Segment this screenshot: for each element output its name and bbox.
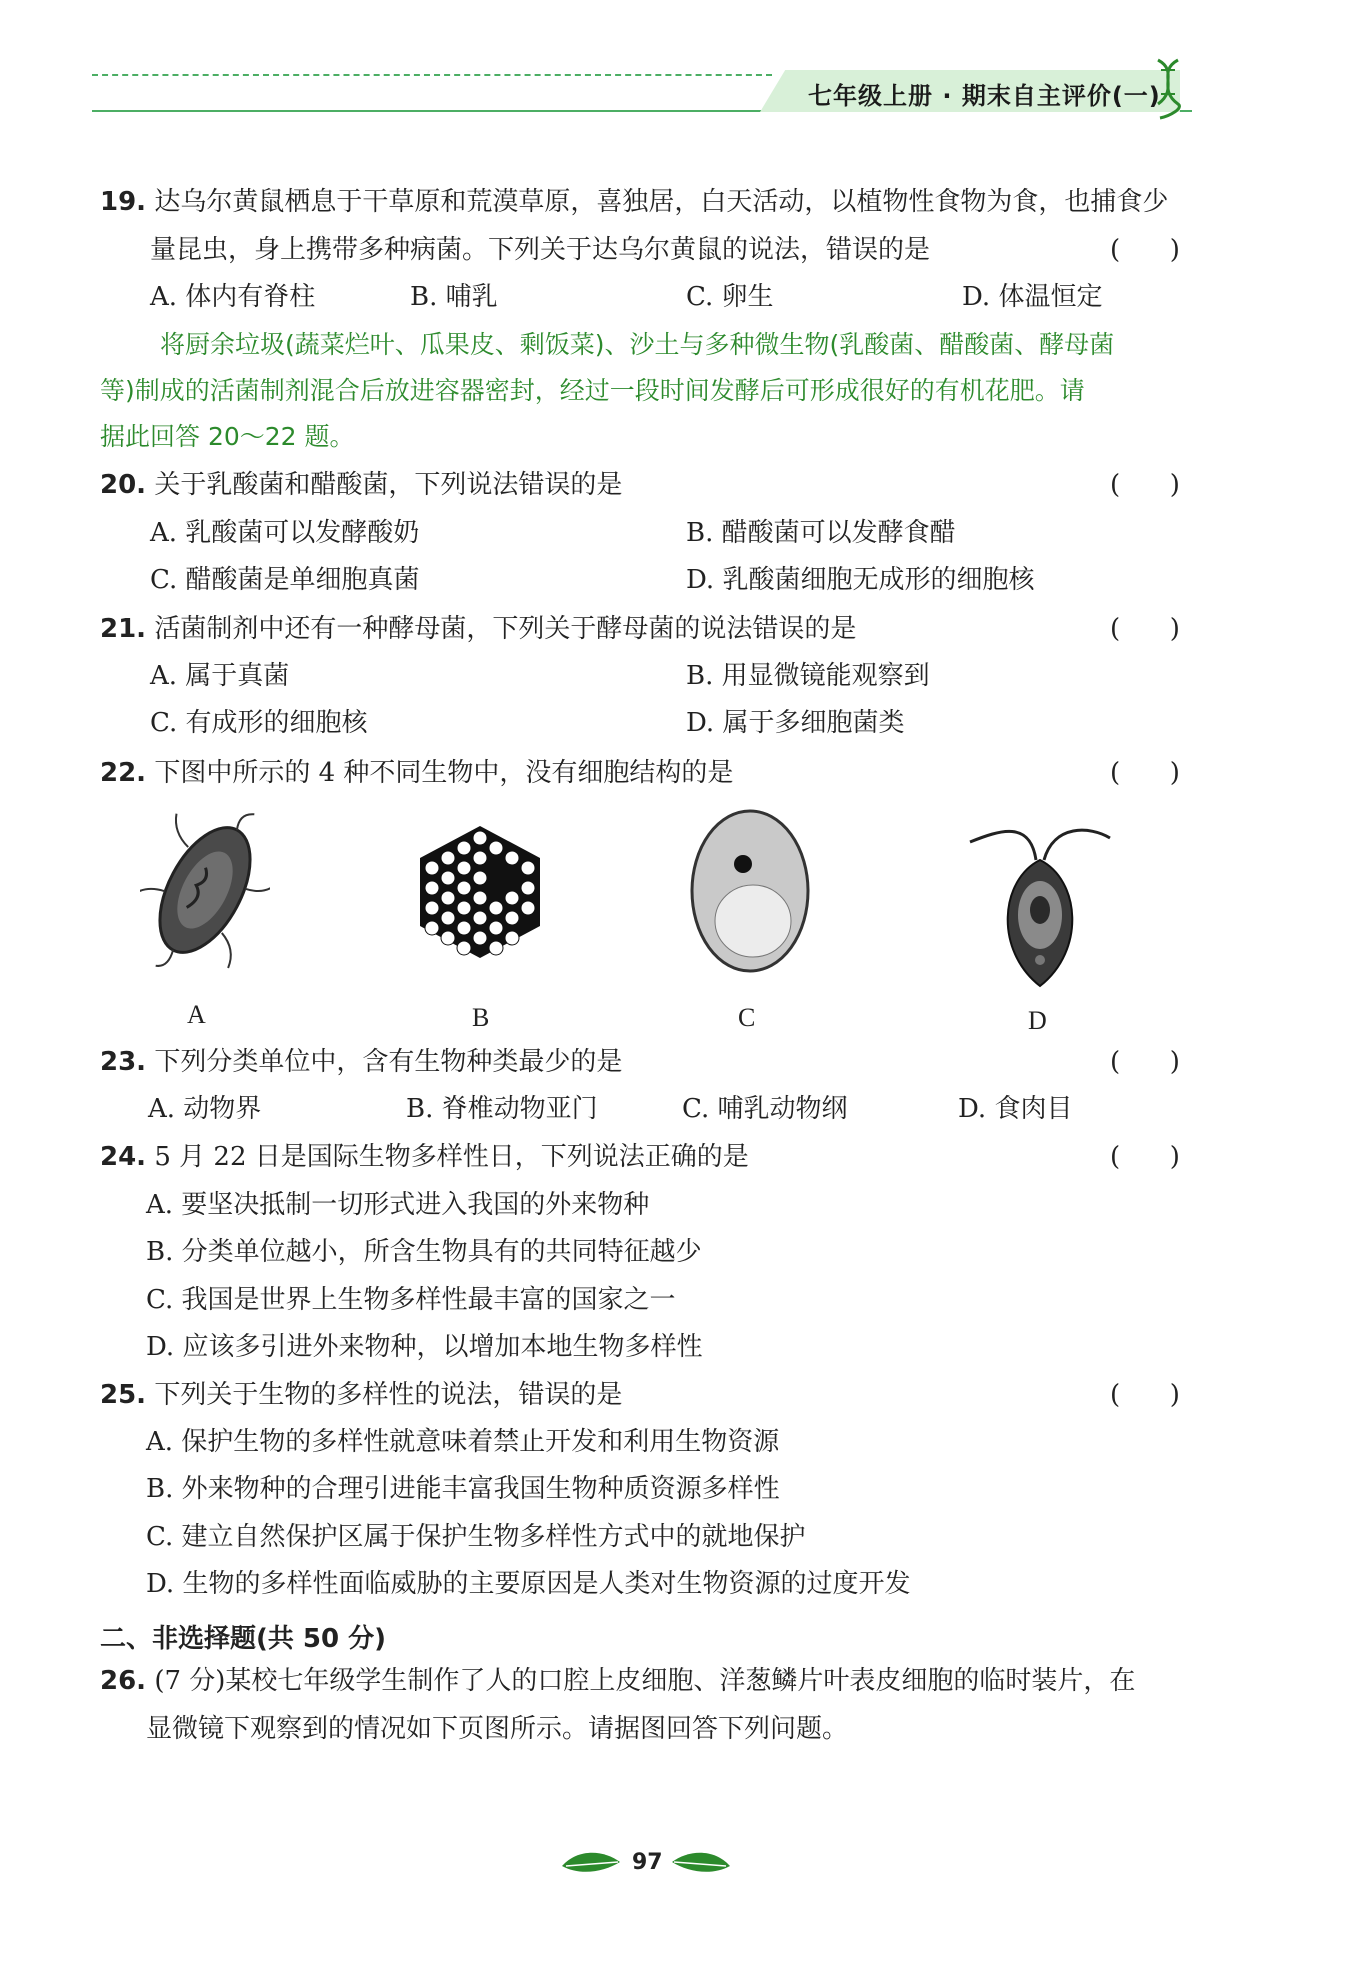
question-text: 关于乳酸菌和醋酸菌，下列说法错误的是 <box>154 470 623 500</box>
question-text: 5 月 22 日是国际生物多样性日，下列说法正确的是 <box>154 1142 749 1172</box>
figure-label-d: D <box>1028 1006 1047 1035</box>
option-d[interactable]: D. 乳酸菌细胞无成形的细胞核 <box>686 565 1035 595</box>
leaf-left-icon <box>560 1846 622 1878</box>
question-text: 下图中所示的 4 种不同生物中，没有细胞结构的是 <box>154 758 734 788</box>
answer-blank[interactable]: ( ) <box>1110 235 1180 265</box>
option-b[interactable]: B. 哺乳 <box>410 282 498 312</box>
figure-label-b: B <box>472 1003 490 1032</box>
euglena-image <box>960 810 1120 990</box>
figure-label-a: A <box>187 1000 206 1029</box>
question-number: 20. <box>100 470 147 500</box>
question-number: 25. <box>100 1380 147 1410</box>
question-number: 19. <box>100 187 147 217</box>
question-26 <box>100 1662 1135 1700</box>
answer-blank[interactable]: ( ) <box>1110 1047 1180 1077</box>
question-text-cont: 量昆虫，身上携带多种病菌。下列关于达乌尔黄鼠的说法，错误的是 <box>150 235 931 265</box>
option-c[interactable]: C. 有成形的细胞核 <box>150 708 368 738</box>
option-a[interactable]: A. 保护生物的多样性就意味着禁止开发和利用生物资源 <box>146 1427 780 1457</box>
section-title: 二、非选择题(共 50 分) <box>100 1624 387 1654</box>
option-c[interactable]: C. 建立自然保护区属于保护生物多样性方式中的就地保护 <box>146 1522 806 1552</box>
header-title: 七年级上册 · 期末自主评价(一) <box>808 82 1161 110</box>
option-c[interactable]: C. 醋酸菌是单细胞真菌 <box>150 565 420 595</box>
answer-blank[interactable]: ( ) <box>1110 470 1180 500</box>
question-text: 下列分类单位中，含有生物种类最少的是 <box>154 1047 623 1077</box>
answer-blank[interactable]: ( ) <box>1110 1380 1180 1410</box>
option-b[interactable]: B. 用显微镜能观察到 <box>686 661 930 691</box>
passage-line: 将厨余垃圾(蔬菜烂叶、瓜果皮、剩饭菜)、沙土与多种微生物(乳酸菌、醋酸菌、酵母菌 <box>160 330 1115 359</box>
option-d[interactable]: D. 应该多引进外来物种，以增加本地生物多样性 <box>146 1332 703 1362</box>
option-d[interactable]: D. 属于多细胞菌类 <box>686 708 905 738</box>
virus-image <box>410 822 550 962</box>
option-c[interactable]: C. 卵生 <box>686 282 774 312</box>
option-c[interactable]: C. 我国是世界上生物多样性最丰富的国家之一 <box>146 1285 676 1315</box>
question-22 <box>100 754 733 792</box>
option-a[interactable]: A. 属于真菌 <box>150 661 290 691</box>
option-a[interactable]: A. 动物界 <box>148 1094 262 1124</box>
answer-blank[interactable]: ( ) <box>1110 1142 1180 1172</box>
answer-blank[interactable]: ( ) <box>1110 614 1180 644</box>
leaf-right-icon <box>670 1846 732 1878</box>
option-a[interactable]: A. 体内有脊柱 <box>150 282 316 312</box>
page-number: 97 <box>632 1850 663 1875</box>
question-number: 24. <box>100 1142 147 1172</box>
question-19 <box>100 183 1168 221</box>
yeast-cell-image <box>685 806 815 976</box>
question-text: 达乌尔黄鼠栖息于干草原和荒漠草原，喜独居，白天活动，以植物性食物为食，也捕食少 <box>154 187 1169 217</box>
question-text-cont: 显微镜下观察到的情况如下页图所示。请据图回答下列问题。 <box>146 1714 849 1744</box>
option-a[interactable]: A. 乳酸菌可以发酵酸奶 <box>150 518 420 548</box>
option-b[interactable]: B. 分类单位越小，所含生物具有的共同特征越少 <box>146 1237 702 1267</box>
option-b[interactable]: B. 醋酸菌可以发酵食醋 <box>686 518 956 548</box>
passage-line: 据此回答 20～22 题。 <box>100 422 355 451</box>
question-20 <box>100 466 622 504</box>
question-number: 23. <box>100 1047 147 1077</box>
option-d[interactable]: D. 食肉目 <box>958 1094 1073 1124</box>
option-b[interactable]: B. 外来物种的合理引进能丰富我国生物种质资源多样性 <box>146 1474 780 1504</box>
dna-icon <box>1150 58 1186 120</box>
passage-line: 等)制成的活菌制剂混合后放进容器密封，经过一段时间发酵后可形成很好的有机花肥。请 <box>100 376 1085 405</box>
question-text: 下列关于生物的多样性的说法，错误的是 <box>154 1380 623 1410</box>
question-number: 21. <box>100 614 147 644</box>
question-25 <box>100 1376 622 1414</box>
answer-blank[interactable]: ( ) <box>1110 758 1180 788</box>
option-d[interactable]: D. 生物的多样性面临威胁的主要原因是人类对生物资源的过度开发 <box>146 1569 911 1599</box>
option-a[interactable]: A. 要坚决抵制一切形式进入我国的外来物种 <box>146 1190 650 1220</box>
question-number: 26. <box>100 1666 147 1696</box>
option-b[interactable]: B. 脊椎动物亚门 <box>406 1094 598 1124</box>
question-text: (7 分)某校七年级学生制作了人的口腔上皮细胞、洋葱鳞片叶表皮细胞的临时装片，在 <box>154 1666 1136 1696</box>
question-23 <box>100 1043 622 1081</box>
question-24 <box>100 1138 749 1176</box>
option-c[interactable]: C. 哺乳动物纲 <box>682 1094 848 1124</box>
option-d[interactable]: D. 体温恒定 <box>962 282 1103 312</box>
header-dashed-rule <box>92 74 772 76</box>
question-21 <box>100 610 856 648</box>
question-number: 22. <box>100 758 147 788</box>
bacterium-image <box>140 800 270 980</box>
question-text: 活菌制剂中还有一种酵母菌，下列关于酵母菌的说法错误的是 <box>154 614 857 644</box>
figure-label-c: C <box>738 1003 756 1032</box>
